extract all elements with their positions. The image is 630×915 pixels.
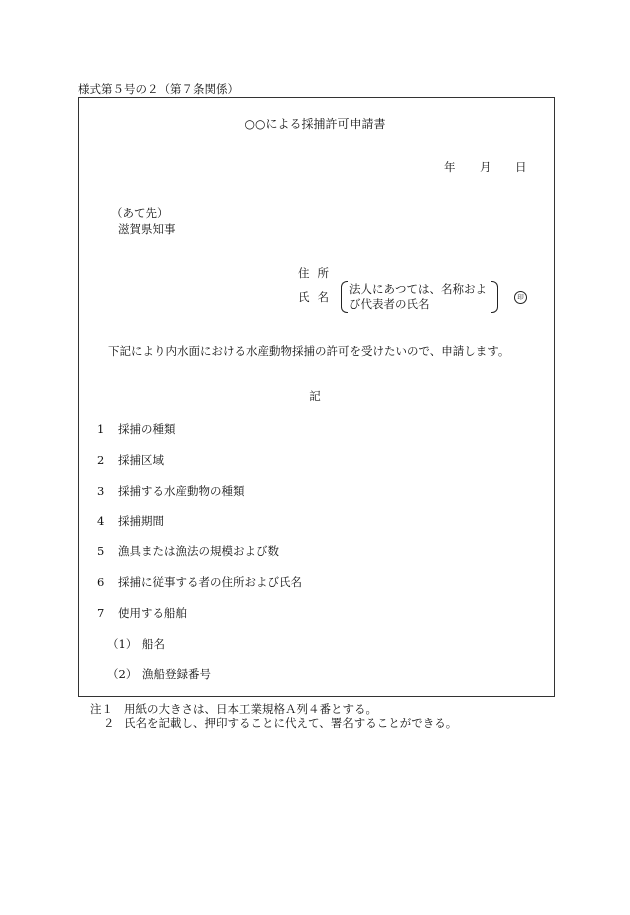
item-label: 採捕区域 [118, 453, 164, 467]
document-title: ○○による採捕許可申請書 [244, 117, 386, 131]
bracket-right [491, 281, 498, 313]
item-label: 採捕期間 [118, 514, 164, 528]
address-label: 住所 [298, 266, 337, 280]
date-month-label: 月 [480, 160, 492, 174]
date-year-label: 年 [444, 160, 456, 174]
addressee-name: 滋賀県知事 [118, 222, 176, 236]
item-number: 1 [97, 422, 105, 436]
item-number: 4 [97, 514, 105, 528]
subitem-number: （2） [107, 667, 138, 681]
item-label: 採捕する水産動物の種類 [118, 484, 245, 498]
subitem-label: 船名 [142, 637, 165, 651]
seal-mark-icon: 印 [514, 291, 527, 304]
item-label: 採捕に従事する者の住所および氏名 [118, 575, 302, 589]
ki-heading: 記 [309, 389, 321, 403]
date-day-label: 日 [515, 160, 527, 174]
item-number: 7 [97, 606, 105, 620]
item-label: 採捕の種類 [118, 422, 176, 436]
name-note-line2: び代表者の氏名 [349, 297, 430, 311]
subitem-label: 漁船登録番号 [142, 667, 211, 681]
notes-prefix: 注１ [90, 702, 113, 716]
item-label: 漁具または漁法の規模および数 [118, 544, 279, 558]
item-number: 2 [97, 453, 105, 467]
name-label: 氏名 [298, 290, 337, 304]
note-2: 氏名を記載し、押印することに代えて、署名することができる。 [124, 716, 458, 730]
name-note-line1: 法人にあつては、名称およ [349, 282, 487, 296]
item-label: 使用する船舶 [118, 606, 187, 620]
addressee-label: （あて先） [111, 206, 169, 220]
item-number: 3 [97, 484, 105, 498]
form-number-label: 様式第５号の２（第７条関係） [78, 82, 239, 96]
note-1: 用紙の大きさは、日本工業規格Ａ列４番とする。 [124, 702, 377, 716]
note-2-number: ２ [103, 716, 115, 730]
body-sentence: 下記により内水面における水産動物採捕の許可を受けたいので、申請します。 [108, 344, 510, 358]
item-number: 5 [97, 544, 105, 558]
subitem-number: （1） [107, 637, 138, 651]
name-note-bracket [341, 281, 498, 313]
item-number: 6 [97, 575, 105, 589]
bracket-left [341, 281, 348, 313]
